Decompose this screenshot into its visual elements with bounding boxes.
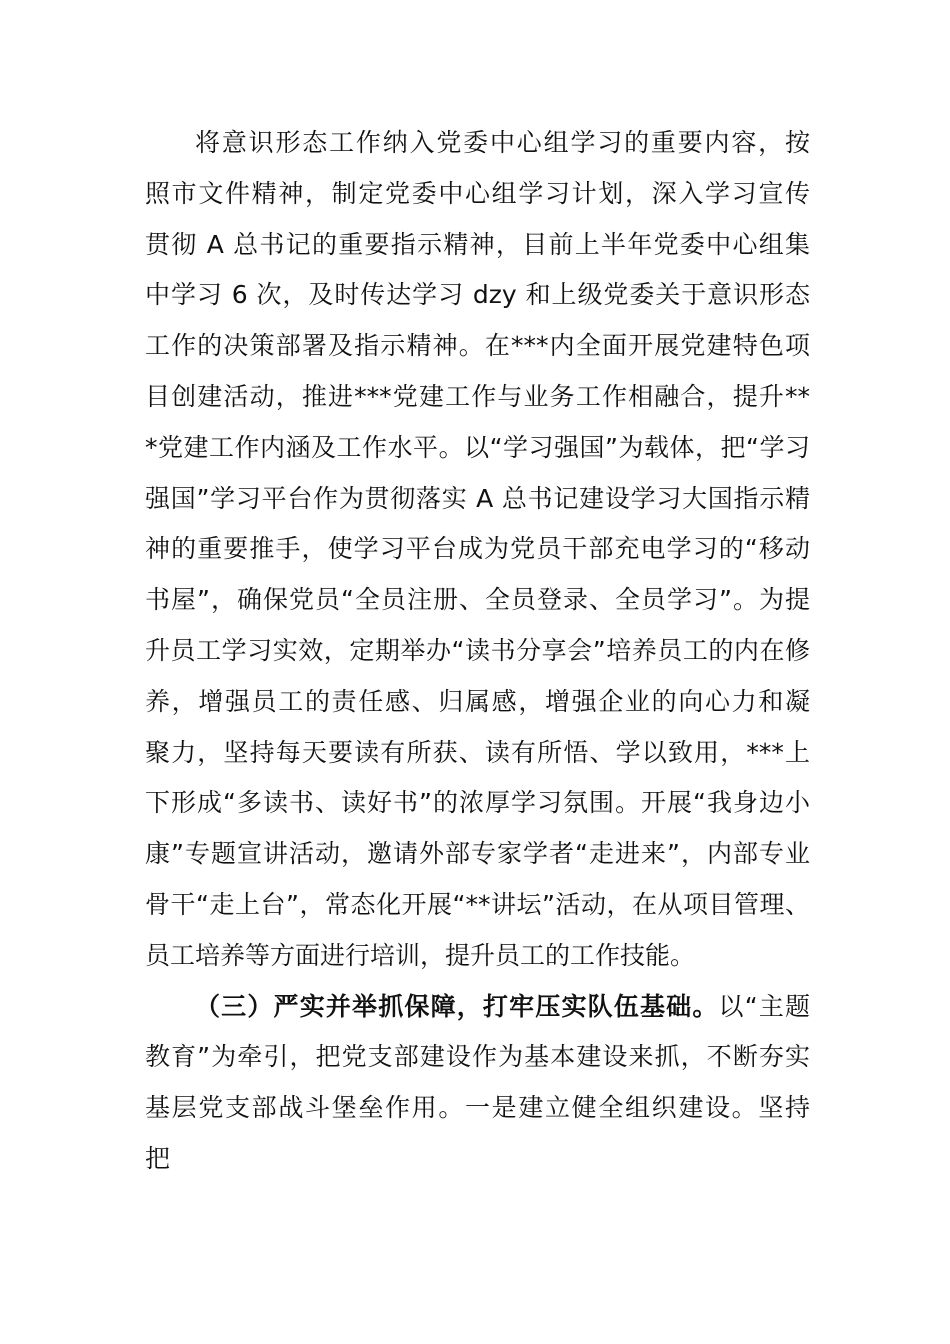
paragraph-2-line-2: 教育”为牵引，把党支部建设作为基本建设来抓，不断夯实 xyxy=(145,1042,810,1072)
paragraph-1-line-12: 养，增强员工的责任感、归属感，增强企业的向心力和凝 xyxy=(145,686,810,716)
body-text xyxy=(145,118,810,1185)
paragraph-1-line-8: 强国”学习平台作为贯彻落实 A 总书记建设学习大国指示精 xyxy=(145,483,810,513)
paragraph-1-line-1: 将意识形态工作纳入党委中心组学习的重要内容，按 xyxy=(195,128,810,157)
paragraph-1-line-9: 神的重要推手，使学习平台成为党员干部充电学习的“移动 xyxy=(145,534,810,564)
paragraph-1-line-11: 升员工学习实效，定期举办“读书分享会”培养员工的内在修 xyxy=(145,635,810,665)
paragraph-1-line-13: 聚力，坚持每天要读有所获、读有所悟、学以致用，***上 xyxy=(145,737,810,767)
paragraph-1-line-14: 下形成“多读书、读好书”的浓厚学习氛围。开展“我身边小 xyxy=(145,788,810,818)
paragraph-1-line-17: 员工培养等方面进行培训，提升员工的工作技能。 xyxy=(145,940,696,970)
section-heading: （三）严实并举抓保障，打牢压实队伍基础。 xyxy=(195,991,719,1021)
paragraph-2-line-3: 基层党支部战斗堡垒作用。一是建立健全组织建设。坚持 xyxy=(145,1093,810,1123)
paragraph-2-line-1 xyxy=(145,982,810,1033)
paragraph-1-line-15: 康”专题宣讲活动，邀请外部专家学者“走进来”，内部专业 xyxy=(145,839,810,869)
paragraph-1-line-5: 工作的决策部署及指示精神。在***内全面开展党建特色项 xyxy=(145,331,810,361)
paragraph-2-line-4: 把 xyxy=(145,1143,171,1173)
paragraph-1-line-6: 目创建活动，推进***党建工作与业务工作相融合，提升** xyxy=(145,381,810,411)
paragraph-1-line-10: 书屋”，确保党员“全员注册、全员登录、全员学习”。为提 xyxy=(145,585,810,615)
paragraph-1-line-4: 中学习 6 次，及时传达学习 dzy 和上级党委关于意识形态 xyxy=(145,280,810,310)
paragraph-1-line-2: 照市文件精神，制定党委中心组学习计划，深入学习宣传 xyxy=(145,178,810,208)
paragraph-1-line-16: 骨干“走上台”，常态化开展“**讲坛”活动，在从项目管理、 xyxy=(145,889,810,919)
paragraph-1-line-7: *党建工作内涵及工作水平。以“学习强国”为载体，把“学习 xyxy=(145,432,810,462)
paragraph-2-line-1-text: 以“主题 xyxy=(718,991,810,1021)
paragraph-1-line-3: 贯彻 A 总书记的重要指示精神，目前上半年党委中心组集 xyxy=(145,229,810,259)
